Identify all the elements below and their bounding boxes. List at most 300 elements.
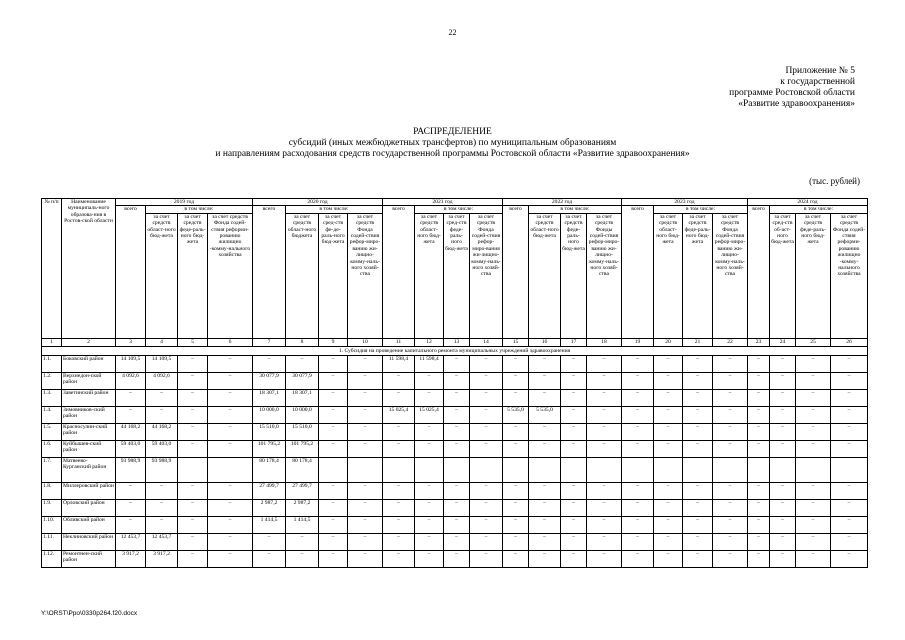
row-value: – [831,389,868,406]
row-value: 27 499,7 [253,482,286,499]
row-value [683,457,713,482]
row-municipality: Миллеровский район [62,482,116,499]
row-value: – [503,499,529,516]
appendix-line: программе Ростовской области [729,88,855,98]
row-value: – [444,482,470,499]
header-source: за счет средств Фонда содей-ствия реформи-рованию жилищно -комму-нального хозяйства [208,213,253,338]
header-including: в том числе: [286,206,383,213]
row-value [561,457,587,482]
table-row [42,533,868,550]
row-value: – [529,550,561,567]
row-number: 1.9. [42,499,62,516]
row-value: – [415,499,444,516]
row-value: – [713,440,748,457]
row-value: – [796,389,831,406]
row-value: – [208,389,253,406]
row-value: 18 307,1 [286,389,319,406]
row-value: – [208,355,253,372]
header-source: за счет средств Фонды содей-ствия рефор-миро-ванию жи-лищно-комму-наль-ного хозяй-ства [587,213,622,338]
row-value: – [587,406,622,423]
header-including: в том числе: [770,206,868,213]
row-value: – [286,550,319,567]
column-number: 18 [587,338,622,346]
row-value: – [415,372,444,389]
row-municipality: Зимовников-ский район [62,406,116,423]
column-number: 5 [178,338,208,346]
row-value: 59 403,0 [116,440,146,457]
row-value: 14 109,5 [146,355,178,372]
table-row [42,406,868,423]
row-municipality: Орловский район [62,499,116,516]
table-row [42,389,868,406]
row-value: – [770,423,796,440]
row-value: 80 178,4 [253,457,286,482]
row-value [444,457,470,482]
row-value [503,457,529,482]
row-value [748,457,770,482]
row-value: – [286,355,319,372]
header-source: за счет средств феде-раль-ного бюд-жета [683,213,713,338]
row-value: – [796,516,831,533]
row-value: – [622,389,654,406]
row-value: – [831,516,868,533]
row-value: – [208,440,253,457]
header-including: в том числе: [529,206,622,213]
row-value: – [529,372,561,389]
row-value: – [683,516,713,533]
row-value [178,457,208,482]
row-value: – [146,499,178,516]
row-value: – [178,499,208,516]
row-value: – [319,482,348,499]
header-source: за счет средств Фонда содей-ствия рефор-миро-вания жи-лищно-комму-наль-ного хозяй-ства [470,213,503,338]
table-row [42,482,868,499]
row-value: – [622,533,654,550]
row-value: – [178,550,208,567]
column-number: 2 [62,338,116,346]
row-value: – [622,406,654,423]
row-value: – [503,482,529,499]
row-value: – [796,355,831,372]
row-value: – [796,406,831,423]
row-value: – [415,389,444,406]
column-number: 4 [146,338,178,346]
row-value: 15 510,0 [286,423,319,440]
row-value: 11 598,4 [415,355,444,372]
row-value: 80 178,4 [286,457,319,482]
row-value: – [748,440,770,457]
document-subtitle-line: субсидий (иных межбюджетных трансфертов) по муниципальным образованиям [288,138,617,148]
row-value: – [748,533,770,550]
row-value: 93 988,9 [146,457,178,482]
table-row [42,372,868,389]
row-value: – [116,406,146,423]
row-value: – [470,440,503,457]
row-municipality: Ремонтнен-ский район [62,550,116,567]
header-name: Наименование муниципаль-ного образова-ния в Ростов-ской области [62,199,116,339]
header-year: 2024 год [748,199,868,206]
row-value: – [348,533,383,550]
row-number: 1.11. [42,533,62,550]
row-value: 15 025,4 [415,406,444,423]
row-number: 1.8. [42,482,62,499]
row-value: – [622,372,654,389]
row-value: – [116,482,146,499]
row-value: 5 535,0 [503,406,529,423]
column-number: 15 [503,338,529,346]
row-value: – [831,499,868,516]
row-value: – [253,533,286,550]
row-value: – [383,372,415,389]
row-value: – [529,499,561,516]
row-value: – [561,550,587,567]
row-value: – [622,482,654,499]
row-municipality: Обливский район [62,516,116,533]
row-value: – [178,533,208,550]
row-value: 12 453,7 [116,533,146,550]
row-value: 27 499,7 [286,482,319,499]
header-source: за счет средств Фонда содей-ствия реформи-рованию жилищно -комму-нального хозяйства [831,213,868,338]
row-value: – [713,499,748,516]
row-value: – [503,372,529,389]
row-value: – [383,440,415,457]
column-number: 26 [831,338,868,346]
row-value: – [178,423,208,440]
row-value: – [683,499,713,516]
row-value: – [208,499,253,516]
row-value [713,457,748,482]
row-value: – [748,516,770,533]
row-value: – [444,423,470,440]
row-value: – [796,533,831,550]
row-value: – [178,482,208,499]
row-value: – [348,516,383,533]
row-value: – [796,440,831,457]
row-value: – [561,406,587,423]
row-municipality: Матвеево-Курганский район [62,457,116,482]
row-value: – [503,355,529,372]
row-value: – [146,406,178,423]
row-value: – [319,516,348,533]
row-value: – [683,389,713,406]
row-value: – [470,423,503,440]
row-value: 12 453,7 [146,533,178,550]
row-value: – [748,423,770,440]
row-municipality: Боковский район [62,355,116,372]
row-value: – [146,482,178,499]
row-value: – [796,482,831,499]
row-value: 44 168,2 [116,423,146,440]
column-number: 11 [383,338,415,346]
header-total: всего [116,206,146,338]
row-value: – [415,550,444,567]
row-value: – [529,389,561,406]
row-value: 2 987,2 [253,499,286,516]
row-value: – [319,550,348,567]
appendix-line: «Развитие здравоохранения» [738,99,855,109]
row-municipality: Заветинский район [62,389,116,406]
row-value: – [415,423,444,440]
row-value: 15 025,4 [383,406,415,423]
row-value: – [622,440,654,457]
row-value: 3 917,2 [146,550,178,567]
header-num: № п/п [42,199,62,339]
row-value: – [622,516,654,533]
row-value: – [561,516,587,533]
row-number: 1.1. [42,355,62,372]
row-value: – [319,389,348,406]
column-number: 22 [713,338,748,346]
row-value: – [348,440,383,457]
row-value: – [348,499,383,516]
file-path-footer: Y:\ORST\Ppo\0330p264.f20.docx [41,610,138,617]
row-value: 15 510,0 [253,423,286,440]
row-value: – [116,499,146,516]
table-row [42,355,868,372]
document-title: РАСПРЕДЕЛЕНИЕ [413,127,492,137]
column-number: 16 [529,338,561,346]
row-value: – [529,516,561,533]
row-value [415,457,444,482]
row-number: 1.12. [42,550,62,567]
column-number: 20 [654,338,683,346]
section-row [42,346,868,355]
row-value: – [561,423,587,440]
row-number: 1.3. [42,389,62,406]
row-value: – [444,499,470,516]
row-value: 4 092,6 [146,372,178,389]
header-year: 2021 год [383,199,503,206]
row-value: – [654,372,683,389]
appendix-line: Приложение № 5 [785,66,855,76]
row-value: – [713,423,748,440]
row-value: – [415,440,444,457]
header-year: 2020 год [253,199,383,206]
column-number: 3 [116,338,146,346]
row-municipality: Верхнедон-ской район [62,372,116,389]
column-number: 10 [348,338,383,346]
document-title-block [0,127,905,160]
document-subtitle-line: и направлениям расходования средств государственной программы Ростовской области «Развитие здравоохранения» [215,149,690,159]
header-source: за счет средств област-ного бюджета [286,213,319,338]
row-value: 101 795,2 [286,440,319,457]
row-value [208,457,253,482]
header-total: всего [253,206,286,338]
row-value: – [470,389,503,406]
row-value: – [748,389,770,406]
row-value: – [146,389,178,406]
row-number: 1.4. [42,406,62,423]
table-row [42,516,868,533]
row-value: 3 917,2 [116,550,146,567]
row-value: – [713,533,748,550]
row-value: – [208,533,253,550]
column-number-row [42,338,868,346]
column-number: 21 [683,338,713,346]
row-value: – [683,355,713,372]
row-value: – [683,533,713,550]
row-value: – [529,423,561,440]
row-value: – [178,355,208,372]
row-value: – [587,499,622,516]
header-including: в том числе: [415,206,503,213]
units-label: (тыс. рублей) [809,176,860,186]
row-value [796,457,831,482]
row-value: – [561,372,587,389]
row-value: – [683,440,713,457]
row-value: – [796,550,831,567]
row-value: – [348,406,383,423]
row-value: – [796,499,831,516]
row-value: – [587,533,622,550]
row-value [319,457,348,482]
row-value: – [503,516,529,533]
row-value: – [770,550,796,567]
row-value: – [561,355,587,372]
table-row [42,457,868,482]
row-value: – [415,516,444,533]
row-value: – [654,406,683,423]
row-value: – [831,550,868,567]
row-value: – [116,516,146,533]
row-value: – [348,423,383,440]
row-value: – [529,355,561,372]
row-value: – [253,355,286,372]
row-value: – [208,406,253,423]
row-value: – [444,355,470,372]
header-source: за счет средств област-ного бюд-жета [415,213,444,338]
row-value: – [587,423,622,440]
row-value: 10 000,0 [253,406,286,423]
column-number: 24 [770,338,796,346]
row-value: – [561,533,587,550]
row-value: – [713,372,748,389]
column-number: 25 [796,338,831,346]
row-value: 1 414,5 [253,516,286,533]
row-municipality: Неклиновский район [62,533,116,550]
row-value: – [470,499,503,516]
row-value: – [683,482,713,499]
row-value: – [470,355,503,372]
header-year: 2019 год [116,199,253,206]
row-value: – [319,499,348,516]
row-value: – [178,406,208,423]
row-value: – [348,355,383,372]
row-value: – [831,355,868,372]
row-value: – [713,355,748,372]
header-source: за счет сред-ств об-аст-ного бюд-жета [770,213,796,338]
row-number: 1.2. [42,372,62,389]
row-value: 1 414,5 [286,516,319,533]
row-value: – [444,440,470,457]
column-number: 14 [470,338,503,346]
row-value: – [319,355,348,372]
row-value: – [383,482,415,499]
row-value: – [178,440,208,457]
row-value: – [561,440,587,457]
row-value: – [503,389,529,406]
row-value: – [503,423,529,440]
row-municipality: Куйбышев-ский район [62,440,116,457]
column-number: 1 [42,338,62,346]
row-value: – [683,372,713,389]
row-value: – [654,516,683,533]
header-row-groups [42,206,868,213]
row-value [622,457,654,482]
row-number: 1.7. [42,457,62,482]
row-value: – [348,550,383,567]
header-row-sources [42,213,868,338]
row-value: – [770,440,796,457]
header-source: за счет средств област-ного бюд-жета [146,213,178,338]
column-number: 8 [286,338,319,346]
row-value: – [146,516,178,533]
row-value [770,457,796,482]
row-value: – [831,440,868,457]
row-value: – [470,533,503,550]
header-source: за счет средств феде-раль-ного бюд-жета [561,213,587,338]
row-value [383,457,415,482]
header-total: всего [622,206,654,338]
row-value: – [503,550,529,567]
column-number: 12 [415,338,444,346]
row-value: – [654,389,683,406]
row-municipality: Красносулин-ский район [62,423,116,440]
header-source: за счет сред-ств фе-де-раль-ного бюд-жета [319,213,348,338]
column-number: 17 [561,338,587,346]
row-value: 18 307,1 [253,389,286,406]
header-source: за счет средств феде-раль-ного бюд-жета [796,213,831,338]
row-value: – [208,372,253,389]
row-value: – [831,372,868,389]
header-source: за счет средств Фонда содей-ствия рефор-миро-ванию жи-лищно-комму-наль-ного хозяй-ства [348,213,383,338]
column-number: 7 [253,338,286,346]
row-value: 30 077,9 [286,372,319,389]
row-value: 59 403,0 [146,440,178,457]
row-value: – [383,533,415,550]
row-value: 2 987,2 [286,499,319,516]
row-value: – [770,372,796,389]
row-value: – [348,372,383,389]
row-value: – [796,423,831,440]
row-value: – [831,533,868,550]
row-value: – [831,406,868,423]
row-value: – [770,516,796,533]
column-number: 6 [208,338,253,346]
row-number: 1.6. [42,440,62,457]
row-value: – [587,550,622,567]
row-value: – [770,389,796,406]
row-value: – [178,372,208,389]
row-value: 93 988,9 [116,457,146,482]
row-value: – [529,482,561,499]
appendix-note [595,66,855,110]
row-value: – [415,482,444,499]
row-value: – [319,372,348,389]
distribution-table [41,198,868,568]
row-value: 11 598,4 [383,355,415,372]
row-value [470,457,503,482]
row-value: 30 077,9 [253,372,286,389]
page-number: 22 [448,28,457,37]
row-value: – [561,389,587,406]
row-value: – [178,516,208,533]
row-value: 10 000,0 [286,406,319,423]
row-value: 101 795,2 [253,440,286,457]
row-value: – [348,482,383,499]
row-value: – [470,482,503,499]
row-value: – [770,533,796,550]
